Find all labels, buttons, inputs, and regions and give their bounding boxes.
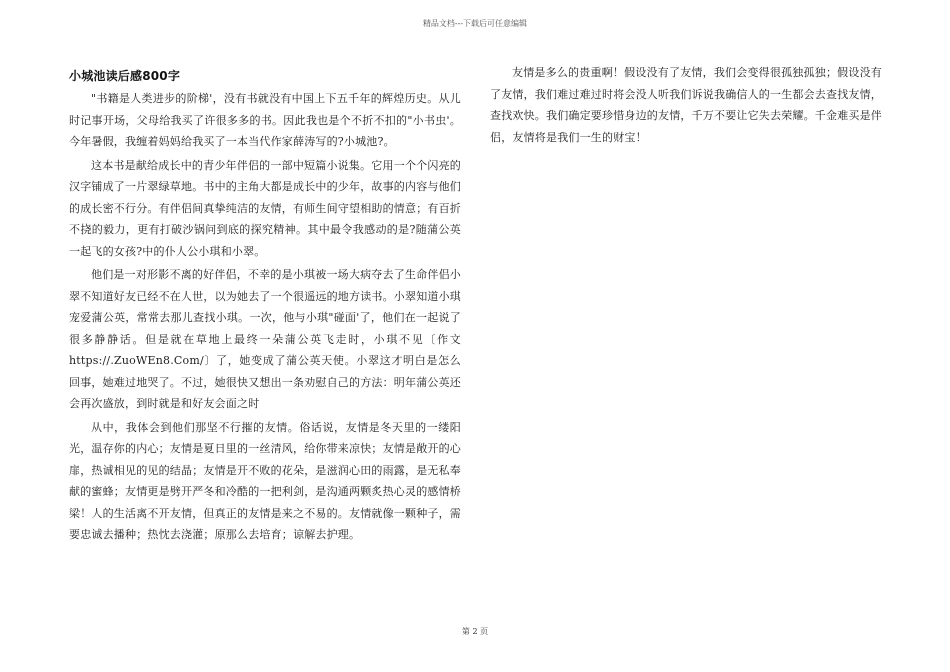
paragraph: 友情是多么的贵重啊！假设没有了友情，我们会变得很孤独孤独；假设没有了友情，我们难过难过时将会没人听我们诉说我确信人的一生都会去查找友情，查找欢快。我们确定要珍惜身边的友情，千万不要让它失去荣耀。千金难买是伴侣，友情将是我们一生的财宝！ [490, 66, 882, 144]
paragraph: "书籍是人类进步的阶梯'，没有书就没有中国上下五千年的辉煌历史。从儿时记事开场，父母给我买了许很多多的书。因此我也是个不折不扣的"小书虫'。今年暑假，我缠着妈妈给我买了一本当代作家薛涛写的?小城池?。 [69, 92, 461, 148]
page-header: 精品文档---下载后可任意编辑 [422, 19, 528, 28]
document-title: 小城池读后感800字 [69, 69, 181, 83]
paragraph: 从中，我体会到他们那坚不行摧的友情。俗话说，友情是冬天里的一缕阳光，温存你的内心；友情是夏日里的一丝清风，给你带来凉快；友情是敞开的心扉，热诚相见的见的结晶；友情是开不败的花朵，是滋润心田的雨露，是无私奉献的蜜蜂；友情更是劈开严冬和冷酷的一把利剑，是沟通两颗炙热心灵的感情桥梁！人的生活离不开友情，但真正的友情是来之不易的。友情就像一颗种子，需要忠诚去播种；热忱去浇灌；原那么去培育；谅解去护理。 [69, 420, 461, 541]
left-column [69, 62, 461, 548]
paragraph: 这本书是献给成长中的青少年伴侣的一部中短篇小说集。它用一个个闪亮的汉字铺成了一片翠绿草地。书中的主角大都是成长中的少年，故事的内容与他们的成长密不行分。有伴侣间真挚纯洁的友情，有师生间守望相助的情意；有百折不挠的毅力，更有打破沙锅问到底的探究精神。其中最令我感动的是?随蒲公英一起飞的女孩?中的仆人公小琪和小翠。 [69, 158, 461, 258]
right-column [490, 62, 882, 150]
paragraph: 他们是一对形影不离的好伴侣，不幸的是小琪被一场大病夺去了生命伴侣小翠不知道好友已经不在人世，以为她去了一个很遥远的地方读书。小翠知道小琪宠爱蒲公英，常常去那儿查找小琪。一次，他与小琪"碰面'了，他们在一起说了很多静静话。但是就在草地上最终一朵蒲公英飞走时，小琪不见〔作文https://.ZuoWEn8.Com/〕了，她变成了蒲公英天使。小翠这才明白是怎么回事，她难过地哭了。不过，她很快又想出一条劝慰自己的方法：明年蒲公英还会再次盛放，到时就是和好友会面之时 [69, 268, 461, 410]
page-number: 第 2 页 [461, 627, 489, 636]
